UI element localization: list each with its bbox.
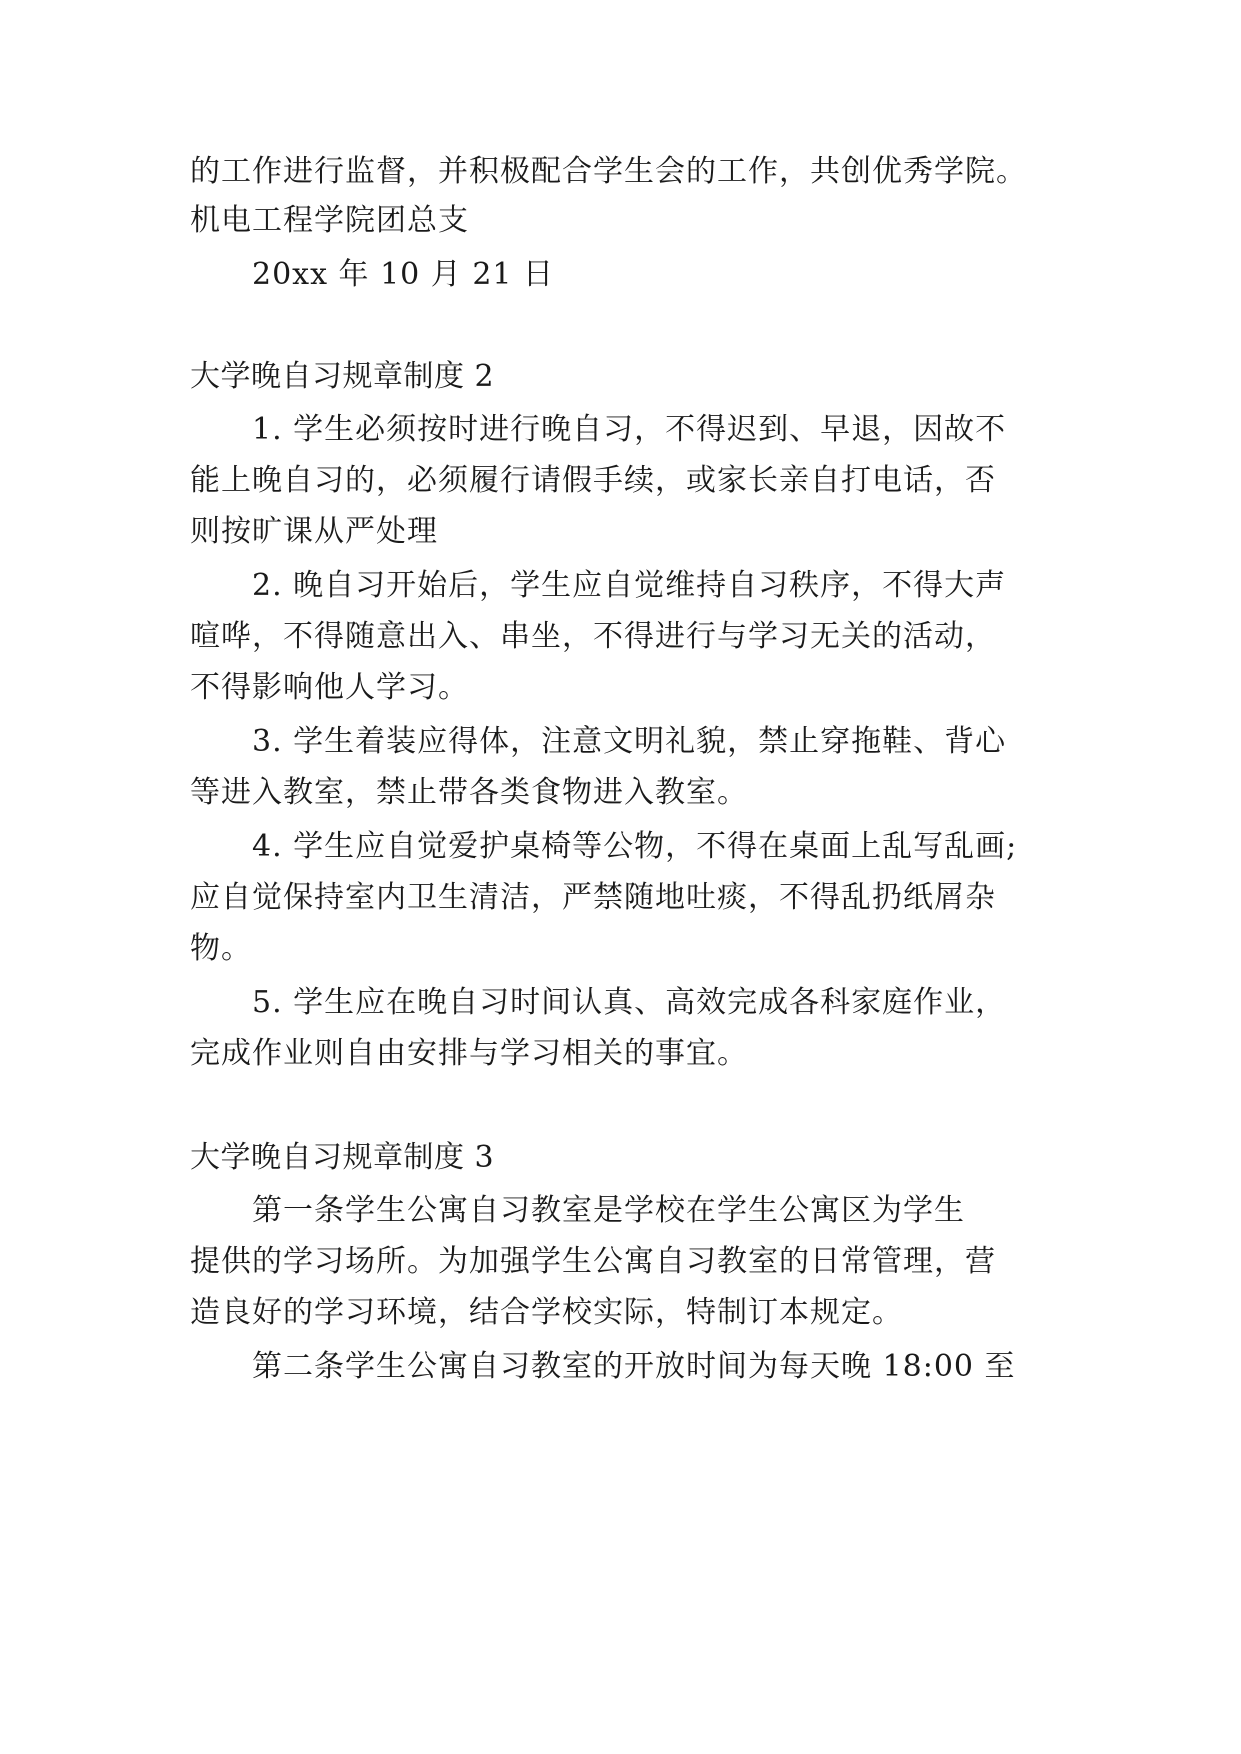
section-2-line-13: 完成作业则自由安排与学习相关的事宜。	[190, 1036, 748, 1071]
section-2-line-5: 喧哗，不得随意出入、串坐，不得进行与学习无关的活动，	[190, 619, 996, 654]
section-2-line-6: 不得影响他人学习。	[190, 670, 469, 705]
section-2-title: 大学晚自习规章制度 2	[190, 359, 495, 394]
section-2-line-3: 则按旷课从严处理	[190, 514, 438, 549]
section-2-line-12: 5. 学生应在晚自习时间认真、高效完成各科家庭作业，	[252, 985, 1007, 1020]
section-2-line-11: 物。	[190, 931, 252, 966]
section-2-line-7: 3. 学生着装应得体，注意文明礼貌，禁止穿拖鞋、背心	[252, 724, 1007, 759]
section-2-line-1: 1. 学生必须按时进行晚自习，不得迟到、早退，因故不	[252, 412, 1007, 447]
section-3-title: 大学晚自习规章制度 3	[190, 1140, 495, 1175]
section-3-line-3: 造良好的学习环境，结合学校实际，特制订本规定。	[190, 1295, 903, 1330]
section-2-line-2: 能上晚自习的，必须履行请假手续，或家长亲自打电话，否	[190, 463, 996, 498]
section-3-line-1: 第一条学生公寓自习教室是学校在学生公寓区为学生	[252, 1193, 965, 1228]
signature-org: 机电工程学院团总支	[190, 203, 469, 238]
section-3-line-2: 提供的学习场所。为加强学生公寓自习教室的日常管理，营	[190, 1244, 996, 1279]
section-2-line-4: 2. 晚自习开始后，学生应自觉维持自习秩序，不得大声	[252, 568, 1007, 603]
section-2-line-10: 应自觉保持室内卫生清洁，严禁随地吐痰，不得乱扔纸屑杂	[190, 880, 996, 915]
section-3-line-4: 第二条学生公寓自习教室的开放时间为每天晚 18:00 至	[252, 1349, 1016, 1384]
signature-date: 20xx 年 10 月 21 日	[252, 257, 555, 292]
section-2-line-9: 4. 学生应自觉爱护桌椅等公物，不得在桌面上乱写乱画;	[252, 829, 1018, 864]
section-2-line-8: 等进入教室，禁止带各类食物进入教室。	[190, 775, 748, 810]
intro-line-1: 的工作进行监督，并积极配合学生会的工作，共创优秀学院。	[190, 154, 1027, 189]
